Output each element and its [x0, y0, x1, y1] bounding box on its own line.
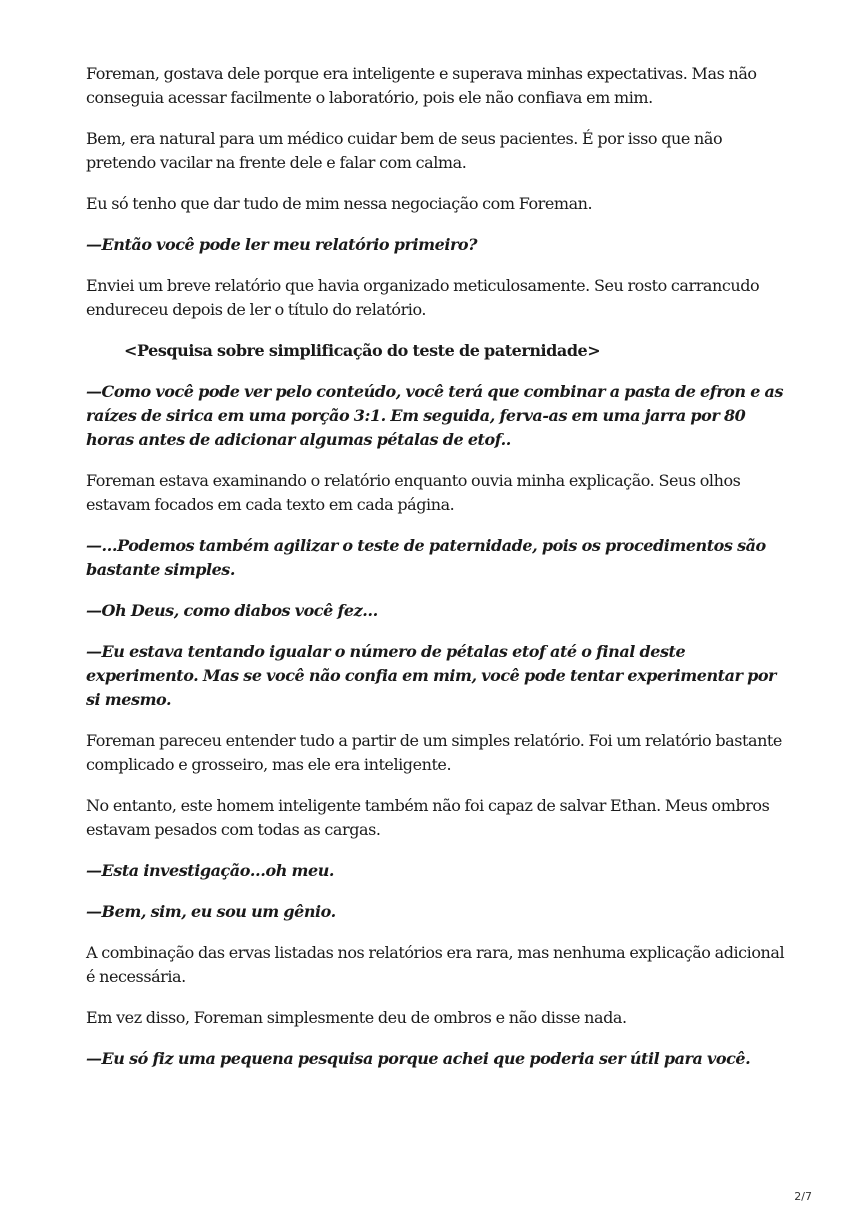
dialogue-line: —…Podemos também agilizar o teste de paternidade, pois os procedimentos são bastante simples. [86, 536, 766, 579]
dialogue-line: —Como você pode ver pelo conteúdo, você terá que combinar a pasta de efron e as raízes de sirica em uma porção 3:1. Em seguida, ferva-as em uma jarra por 80 horas antes de adicionar algumas pétalas de etof.. [86, 382, 784, 449]
dialogue-line: —Oh Deus, como diabos você fez… [86, 601, 378, 620]
paragraph: Foreman estava examinando o relatório enquanto ouvia minha explicação. Seus olhos estavam focados em cada texto em cada página. [86, 471, 741, 514]
report-title: <Pesquisa sobre simplificação do teste de paternidade> [124, 341, 601, 360]
dialogue-line: —Bem, sim, eu sou um gênio. [86, 902, 336, 921]
paragraph: A combinação das ervas listadas nos relatórios era rara, mas nenhuma explicação adicional é necessária. [86, 943, 785, 986]
document-body [86, 62, 786, 1088]
paragraph: Bem, era natural para um médico cuidar bem de seus pacientes. É por isso que não pretendo vacilar na frente dele e falar com calma. [86, 129, 723, 172]
dialogue-line: —Eu só fiz uma pequena pesquisa porque achei que poderia ser útil para você. [86, 1049, 751, 1068]
paragraph: Eu só tenho que dar tudo de mim nessa negociação com Foreman. [86, 194, 593, 213]
paragraph: Foreman pareceu entender tudo a partir de um simples relatório. Foi um relatório bastante complicado e grosseiro, mas ele era inteligente. [86, 731, 782, 774]
paragraph: No entanto, este homem inteligente também não foi capaz de salvar Ethan. Meus ombros estavam pesados com todas as cargas. [86, 796, 770, 839]
dialogue-line: —Esta investigação…oh meu. [86, 861, 335, 880]
paragraph: Enviei um breve relatório que havia organizado meticulosamente. Seu rosto carrancudo endureceu depois de ler o título do relatório. [86, 276, 760, 319]
paragraph: Foreman, gostava dele porque era inteligente e superava minhas expectativas. Mas não conseguia acessar facilmente o laboratório, pois ele não confiava em mim. [86, 64, 757, 107]
paragraph: Em vez disso, Foreman simplesmente deu de ombros e não disse nada. [86, 1008, 627, 1027]
page-number: 2/7 [794, 1190, 812, 1203]
dialogue-line: —Então você pode ler meu relatório primeiro? [86, 235, 478, 254]
dialogue-line: —Eu estava tentando igualar o número de pétalas etof até o final deste experimento. Mas se você não confia em mim, você pode tentar experimentar por si mesmo. [86, 642, 777, 709]
